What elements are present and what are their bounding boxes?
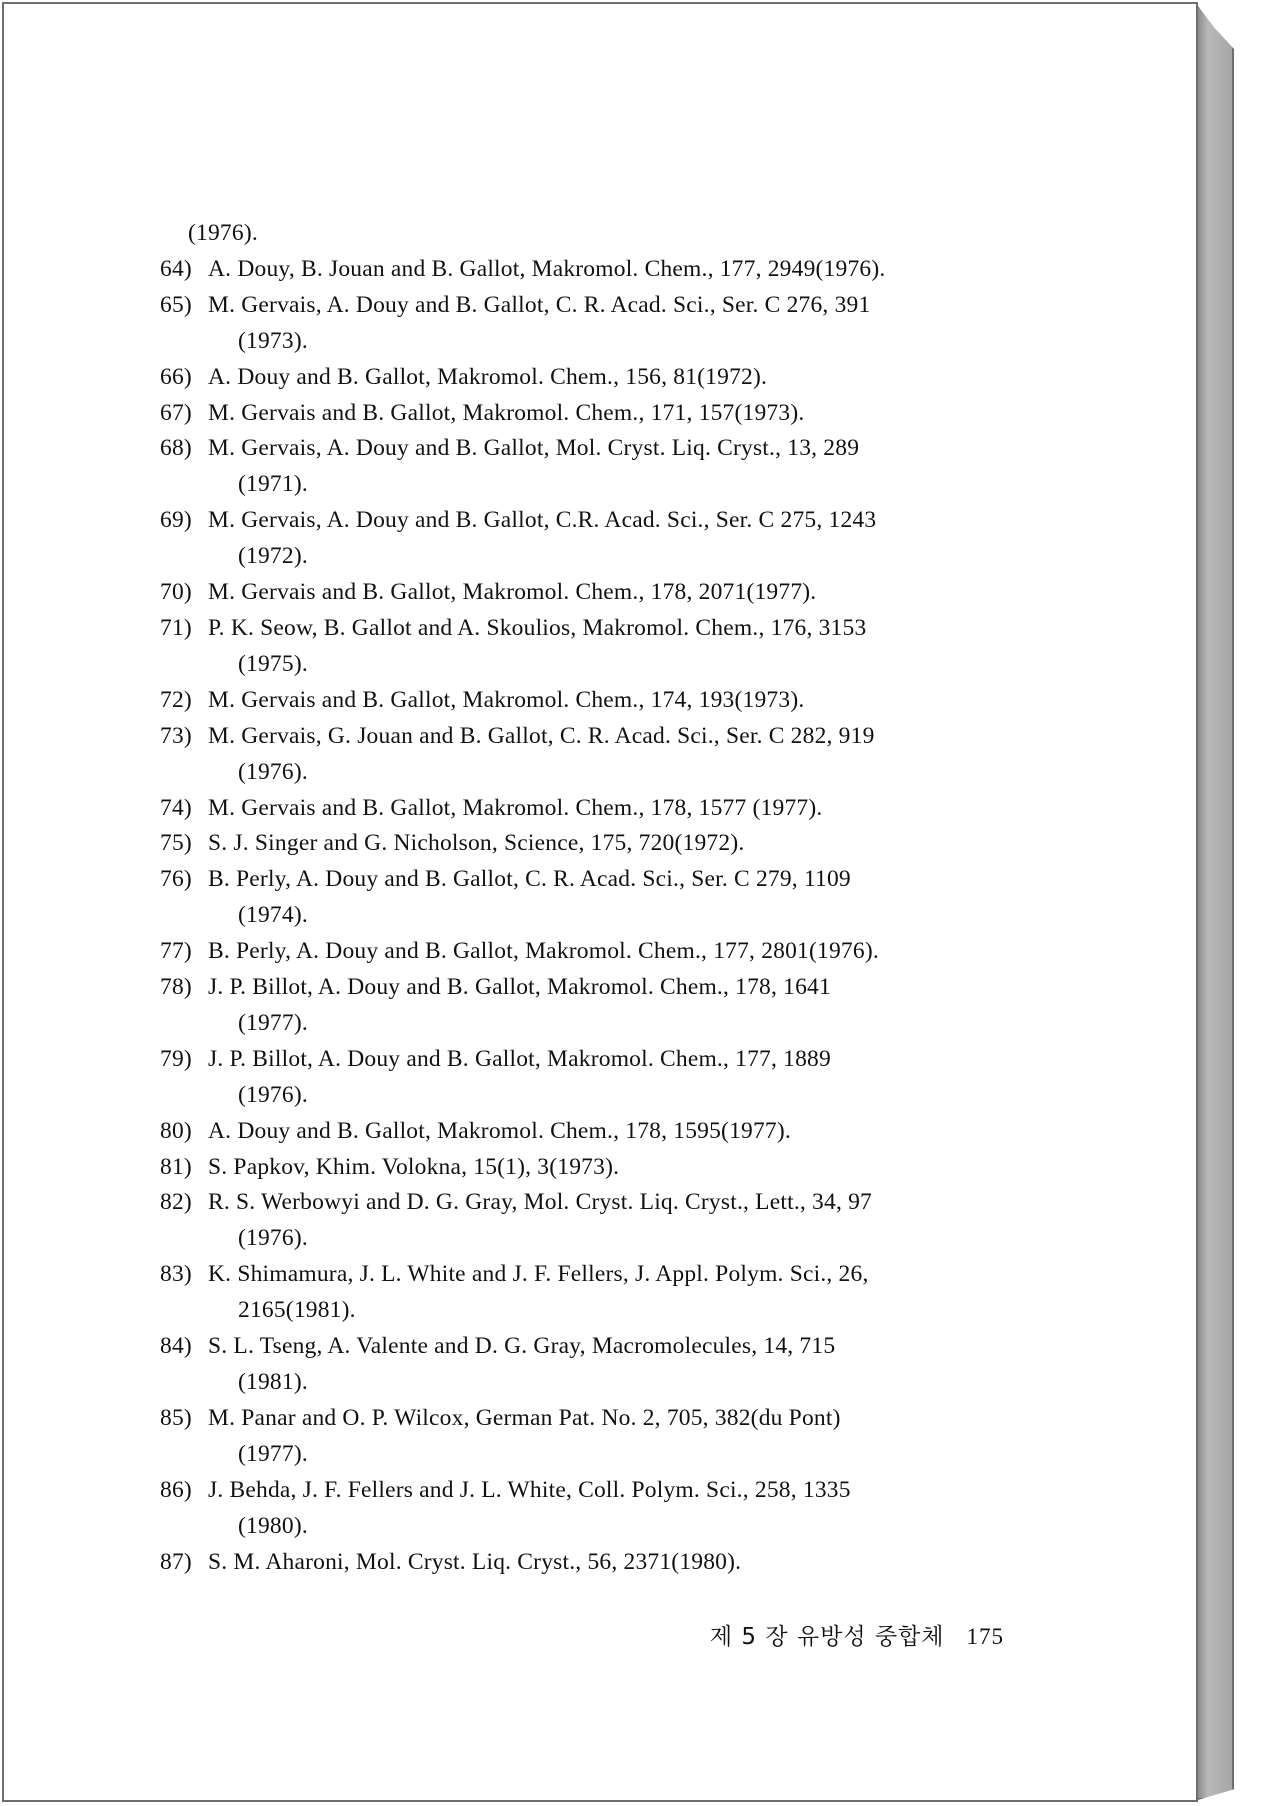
reference-line: M. Gervais, A. Douy and B. Gallot, C.R. Acad. Sci., Ser. C 275, 1243 — [208, 507, 877, 534]
reference-text — [208, 252, 1020, 288]
reference-number: 69) — [160, 507, 192, 534]
reference-number: 83) — [160, 1261, 192, 1288]
reference-line: S. M. Aharoni, Mol. Cryst. Liq. Cryst., 56, 2371(1980). — [208, 1548, 742, 1575]
reference-line: S. Papkov, Khim. Volokna, 15(1), 3(1973). — [208, 1153, 620, 1180]
reference-number: 72) — [160, 686, 192, 713]
reference-text — [208, 611, 1020, 683]
reference-text — [208, 1042, 1020, 1114]
reference-item — [160, 1185, 1020, 1257]
reference-item — [160, 826, 1020, 862]
reference-line-continued: (1976). — [238, 1225, 308, 1252]
reference-text — [208, 826, 1020, 862]
reference-text — [208, 970, 1020, 1042]
reference-text — [208, 1257, 1020, 1329]
reference-text — [208, 1329, 1020, 1401]
reference-text — [208, 791, 1020, 827]
reference-item — [160, 1401, 1020, 1473]
reference-item — [160, 934, 1020, 970]
reference-text — [208, 1150, 1020, 1186]
reference-text — [208, 719, 1020, 791]
reference-line: S. J. Singer and G. Nicholson, Science, 175, 720(1972). — [208, 830, 745, 857]
reference-text — [208, 862, 1020, 934]
reference-text — [208, 431, 1020, 503]
reference-number: 74) — [160, 794, 192, 821]
reference-item — [160, 431, 1020, 503]
reference-list — [160, 216, 1020, 1580]
reference-text — [208, 1545, 1020, 1581]
reference-line-continued: (1973). — [238, 327, 308, 354]
reference-number: 66) — [160, 363, 192, 390]
reference-item — [160, 862, 1020, 934]
page-number: 175 — [966, 1624, 1004, 1649]
reference-item — [160, 503, 1020, 575]
reference-line: J. P. Billot, A. Douy and B. Gallot, Makromol. Chem., 178, 1641 — [208, 974, 831, 1001]
reference-line: P. K. Seow, B. Gallot and A. Skoulios, Makromol. Chem., 176, 3153 — [208, 614, 867, 641]
reference-line: M. Gervais and B. Gallot, Makromol. Chem., 178, 1577 (1977). — [208, 794, 823, 821]
reference-line-continued: (1980). — [238, 1512, 308, 1539]
reference-item — [160, 611, 1020, 683]
reference-line: M. Gervais and B. Gallot, Makromol. Chem., 171, 157(1973). — [208, 399, 805, 426]
reference-text — [208, 288, 1020, 360]
reference-line: M. Panar and O. P. Wilcox, German Pat. No. 2, 705, 382(du Pont) — [208, 1404, 841, 1431]
reference-number: 85) — [160, 1404, 192, 1431]
reference-item — [160, 360, 1020, 396]
reference-number: 71) — [160, 614, 192, 641]
reference-line-continued: (1974). — [238, 902, 308, 929]
reference-number: 81) — [160, 1153, 192, 1180]
reference-number: 77) — [160, 938, 192, 965]
reference-text — [208, 1114, 1020, 1150]
reference-line-continued: (1976). — [238, 1081, 308, 1108]
reference-number: 75) — [160, 830, 192, 857]
reference-line-continued: (1976). — [238, 758, 308, 785]
reference-items — [160, 252, 1020, 1581]
reference-number: 76) — [160, 866, 192, 893]
reference-number: 87) — [160, 1548, 192, 1575]
reference-item — [160, 1257, 1020, 1329]
chapter-title: 제 5 장 유방성 중합체 — [709, 1624, 945, 1650]
reference-line: S. L. Tseng, A. Valente and D. G. Gray, Macromolecules, 14, 715 — [208, 1333, 836, 1360]
reference-item — [160, 396, 1020, 432]
reference-number: 84) — [160, 1333, 192, 1360]
reference-line: B. Perly, A. Douy and B. Gallot, C. R. Acad. Sci., Ser. C 279, 1109 — [208, 866, 851, 893]
reference-item — [160, 1329, 1020, 1401]
reference-line: A. Douy, B. Jouan and B. Gallot, Makromol. Chem., 177, 2949(1976). — [208, 255, 886, 282]
reference-text — [208, 683, 1020, 719]
reference-line: B. Perly, A. Douy and B. Gallot, Makromol. Chem., 177, 2801(1976). — [208, 938, 879, 965]
reference-item — [160, 1473, 1020, 1545]
reference-item — [160, 1545, 1020, 1581]
reference-number: 68) — [160, 435, 192, 462]
reference-item — [160, 1150, 1020, 1186]
reference-line: M. Gervais and B. Gallot, Makromol. Chem., 174, 193(1973). — [208, 686, 805, 713]
reference-text — [208, 360, 1020, 396]
reference-line: M. Gervais, G. Jouan and B. Gallot, C. R. Acad. Sci., Ser. C 282, 919 — [208, 722, 875, 749]
reference-line: A. Douy and B. Gallot, Makromol. Chem., 156, 81(1972). — [208, 363, 768, 390]
reference-text — [208, 1401, 1020, 1473]
reference-text — [208, 1473, 1020, 1545]
reference-line: K. Shimamura, J. L. White and J. F. Fellers, J. Appl. Polym. Sci., 26, — [208, 1261, 869, 1288]
reference-line: M. Gervais, A. Douy and B. Gallot, Mol. Cryst. Liq. Cryst., 13, 289 — [208, 435, 860, 462]
reference-number: 79) — [160, 1045, 192, 1072]
reference-line-continued: (1975). — [238, 650, 308, 677]
reference-line-continued: (1972). — [238, 543, 308, 570]
reference-item — [160, 791, 1020, 827]
reference-text — [208, 503, 1020, 575]
reference-item — [160, 970, 1020, 1042]
reference-number: 67) — [160, 399, 192, 426]
reference-item — [160, 683, 1020, 719]
reference-line: M. Gervais and B. Gallot, Makromol. Chem., 178, 2071(1977). — [208, 579, 817, 606]
reference-continuation: (1976). — [188, 220, 258, 246]
page-footer — [664, 1618, 1004, 1651]
reference-item — [160, 1114, 1020, 1150]
reference-line: R. S. Werbowyi and D. G. Gray, Mol. Cryst. Liq. Cryst., Lett., 34, 97 — [208, 1189, 872, 1216]
reference-item — [160, 575, 1020, 611]
reference-line: M. Gervais, A. Douy and B. Gallot, C. R. Acad. Sci., Ser. C 276, 391 — [208, 291, 871, 318]
reference-line-continued: (1977). — [238, 1009, 308, 1036]
reference-text — [208, 396, 1020, 432]
reference-line-continued: (1977). — [238, 1440, 308, 1467]
reference-line-continued: (1981). — [238, 1369, 308, 1395]
reference-number: 73) — [160, 722, 192, 749]
reference-number: 70) — [160, 579, 192, 606]
reference-line: J. Behda, J. F. Fellers and J. L. White, Coll. Polym. Sci., 258, 1335 — [208, 1476, 851, 1503]
reference-item — [160, 719, 1020, 791]
reference-item — [160, 1042, 1020, 1114]
reference-number: 86) — [160, 1476, 192, 1503]
reference-number: 78) — [160, 974, 192, 1001]
reference-number: 82) — [160, 1189, 192, 1216]
document-page — [2, 2, 1198, 1802]
reference-line-continued: (1971). — [238, 471, 308, 498]
reference-text — [208, 1185, 1020, 1257]
reference-number: 80) — [160, 1117, 192, 1144]
page-stack-edge — [1198, 6, 1234, 1800]
reference-item — [160, 288, 1020, 360]
reference-number: 65) — [160, 291, 192, 318]
reference-item — [160, 252, 1020, 288]
reference-text — [208, 934, 1020, 970]
reference-line: J. P. Billot, A. Douy and B. Gallot, Makromol. Chem., 177, 1889 — [208, 1045, 831, 1072]
reference-line: A. Douy and B. Gallot, Makromol. Chem., 178, 1595(1977). — [208, 1117, 791, 1144]
reference-number: 64) — [160, 255, 192, 282]
reference-line-continued: 2165(1981). — [238, 1297, 356, 1324]
reference-text — [208, 575, 1020, 611]
